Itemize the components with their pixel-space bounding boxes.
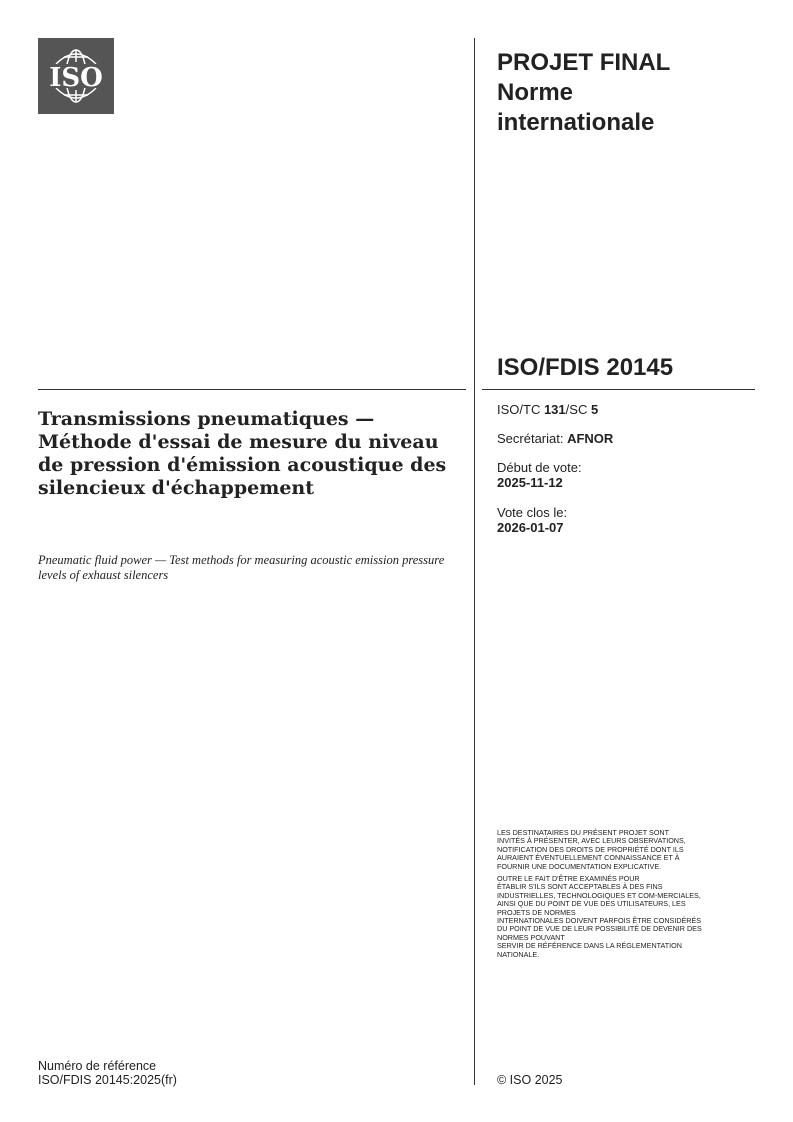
- tc-prefix: ISO/TC: [497, 402, 544, 417]
- reference-number: [38, 1059, 177, 1087]
- svg-text:ISO: ISO: [49, 63, 103, 93]
- doc-type-line1: Norme: [497, 79, 574, 106]
- secretariat-value: AFNOR: [567, 431, 614, 446]
- notice-paragraph: LES DESTINATAIRES DU PRÉSENT PROJET SONT INVITÉS À PRÉSENTER, AVEC LEURS OBSERVATIONS, NOTIFICATION DES DROITS DE PROPRIÉTÉ DONT ILS AURAIENT ÉVENTUELLEMENT CONNAISSANCE ET À FOURNIR UNE DOCUMENTATION EXPLICATIVE.: [497, 828, 686, 871]
- vote-start-date: 2025-11-12: [497, 475, 563, 490]
- doc-type-line2: internationale: [497, 109, 655, 136]
- legal-notice: [497, 829, 767, 963]
- document-stage-header: [497, 48, 670, 138]
- reference-value: ISO/FDIS 20145:2025(fr): [38, 1073, 177, 1087]
- stage-label: PROJET FINAL: [497, 49, 671, 76]
- vote-end-label: Vote clos le:: [497, 505, 568, 520]
- sc-number: 5: [590, 402, 599, 417]
- tc-number: 131: [543, 402, 566, 417]
- document-number: ISO/FDIS 20145: [497, 354, 674, 381]
- vote-end: [497, 505, 567, 535]
- title-fr: Transmissions pneumatiques — Méthode d'essai de mesure du niveau de pression d'émission acoustique des silencieux d'échappement: [38, 408, 447, 499]
- docnum-rule: [482, 389, 755, 390]
- sc-prefix: /SC: [565, 402, 591, 417]
- committee: [497, 402, 598, 417]
- secretariat-label: Secrétariat:: [497, 431, 568, 446]
- vote-start: [497, 460, 582, 490]
- copyright: © ISO 2025: [497, 1073, 563, 1087]
- vote-start-label: Début de vote:: [497, 460, 582, 475]
- title-en: Pneumatic fluid power — Test methods for measuring acoustic emission pressure levels of exhaust silencers: [38, 553, 445, 582]
- iso-logo: [38, 38, 114, 114]
- title-rule: [38, 389, 466, 390]
- reference-label: Numéro de référence: [38, 1059, 157, 1073]
- notice-paragraph: OUTRE LE FAIT D'ÊTRE EXAMINÉS POUR ÉTABLIR S'ILS SONT ACCEPTABLES À DES FINS INDUSTRIELLES, TECHNOLOGIQUES ET COM-MERCIALES, AINSI QUE DU POINT DE VUE DES UTILISATEURS, LES PROJETS DE NORMES INTERNATIONALES DOIVENT PARFOIS ÊTRE CONSIDÉRÉS DU POINT DE VUE DE LEUR POSSIBILITÉ DE DEVENIR DES NORMES POUVANT SERVIR DE RÉFÉRENCE DANS LA RÉGLEMENTATION NATIONALE.: [497, 874, 702, 959]
- vote-end-date: 2026-01-07: [497, 520, 564, 535]
- secretariat: [497, 431, 613, 446]
- column-divider: [474, 38, 475, 1085]
